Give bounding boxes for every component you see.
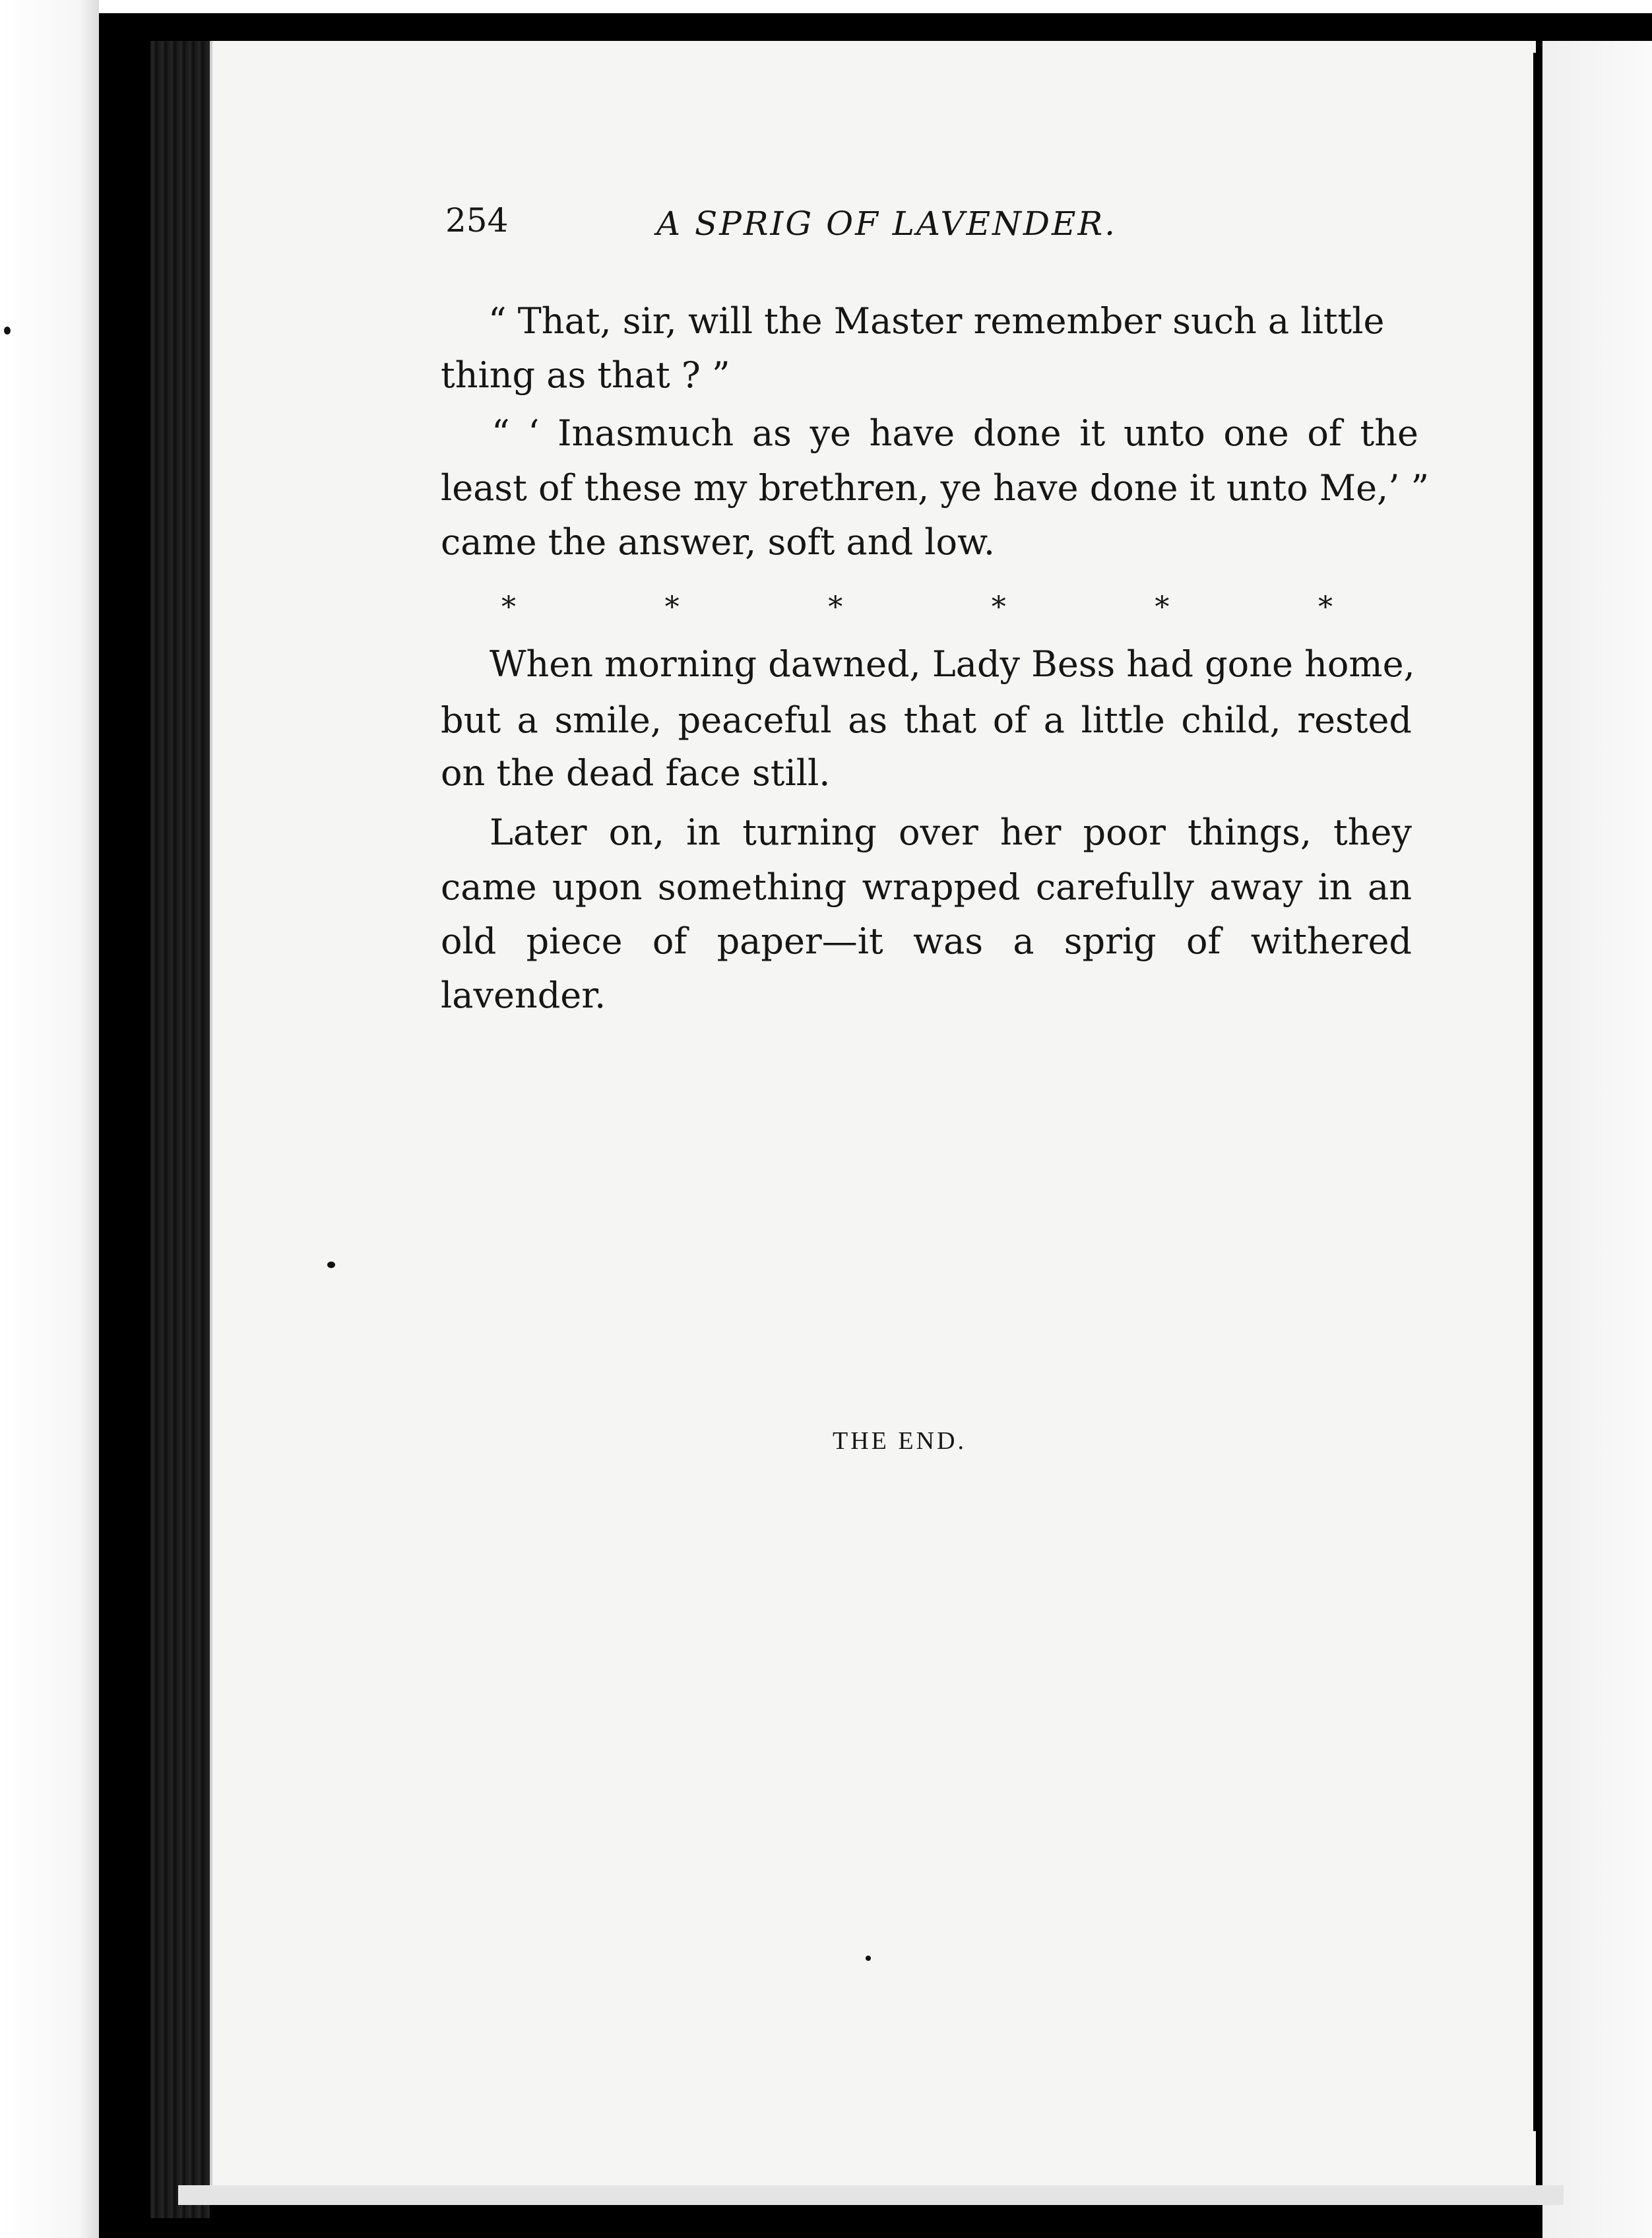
text-line-9: Later on, in turning over her poor things, they	[490, 812, 1412, 853]
text-line-5: came the answer, soft and low.	[441, 521, 995, 563]
asterisk: *	[664, 591, 680, 624]
asterisk: *	[991, 591, 1006, 624]
text-line-2	[441, 354, 1412, 396]
text-line-4: least of these my brethren, ye have done it unto Me,’ ”	[441, 467, 1430, 509]
asterisk: *	[1318, 591, 1333, 624]
text-line-8: on the dead face still.	[441, 752, 831, 794]
ink-speck	[4, 327, 11, 335]
section-break	[501, 591, 1333, 624]
facing-page-strip	[1542, 41, 1652, 2238]
text-line-11: old piece of paper—it was a sprig of withered	[441, 920, 1412, 962]
ink-speck	[327, 1262, 335, 1268]
page-edge	[1533, 53, 1542, 2131]
text-line-7: but a smile, peaceful as that of a little child, rested	[441, 699, 1412, 741]
ink-speck	[866, 1956, 871, 1961]
asterisk: *	[1155, 591, 1170, 624]
page-bottom-edge	[178, 2185, 1564, 2205]
page-number: 254	[445, 201, 509, 240]
running-title: A SPRIG OF LAVENDER.	[656, 205, 1118, 243]
text-line-1-content: “ That, sir, will the Master remember such a little	[488, 300, 1385, 342]
text-line-6: When morning dawned, Lady Bess had gone home,	[490, 643, 1415, 685]
text-line-1	[488, 300, 1418, 342]
text-line-3: “ ‘ Inasmuch as ye have done it unto one of the	[492, 412, 1418, 454]
scan-left-margin	[0, 0, 99, 2238]
scan-top-margin	[0, 0, 1652, 13]
text-line-10: came upon something wrapped carefully away in an	[441, 866, 1412, 908]
text-line-2-content: thing as that ? ”	[441, 354, 730, 396]
the-end-label: THE END.	[833, 1427, 967, 1455]
asterisk: *	[501, 591, 516, 624]
book-spine	[150, 41, 210, 2218]
asterisk: *	[828, 591, 843, 624]
text-line-12: lavender.	[441, 975, 606, 1016]
